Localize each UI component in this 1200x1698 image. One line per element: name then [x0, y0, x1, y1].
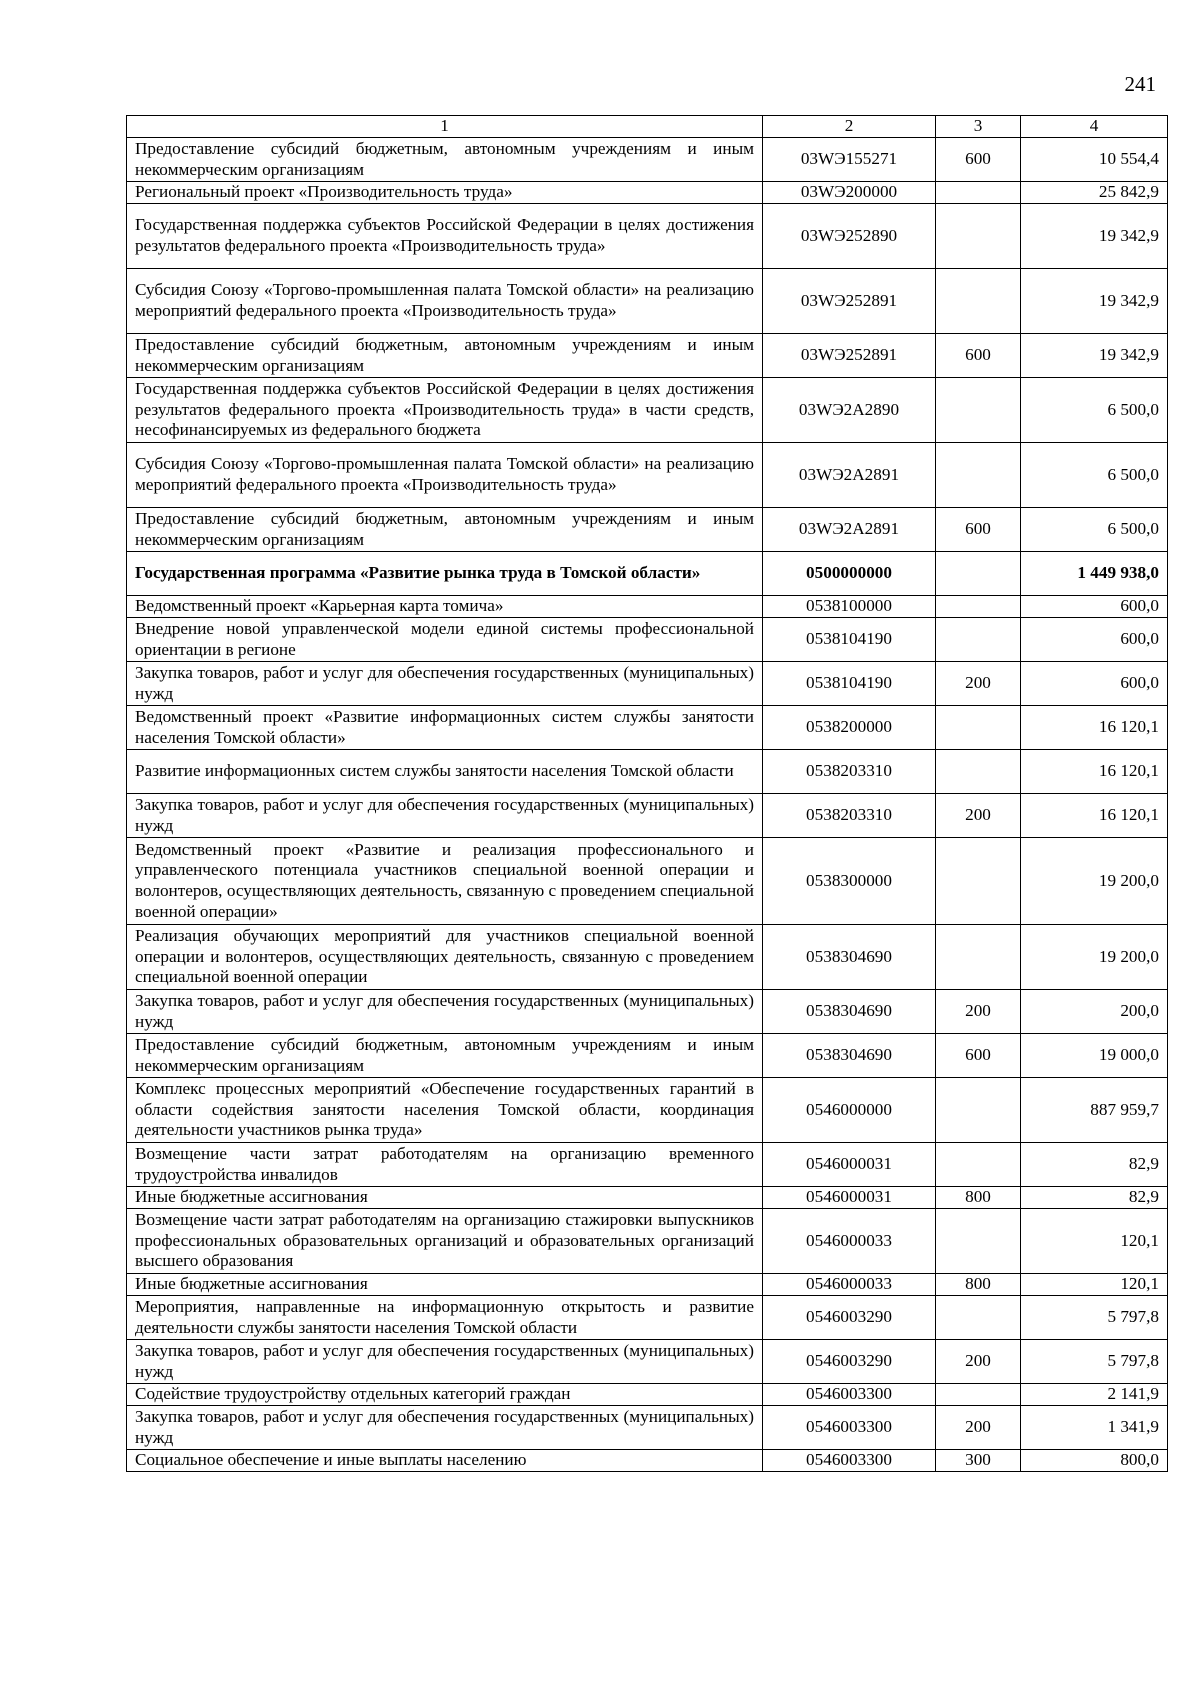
row-name-cell: Развитие информационных систем службы занятости населения Томской области	[127, 750, 763, 794]
table-row	[127, 1078, 1168, 1143]
table-row	[127, 750, 1168, 794]
row-type-cell	[936, 443, 1021, 508]
row-type-cell	[936, 1296, 1021, 1340]
row-amount-cell: 19 342,9	[1021, 334, 1168, 378]
row-type-cell	[936, 378, 1021, 443]
row-amount-cell: 600,0	[1021, 618, 1168, 662]
row-code-cell: 03WЭ252891	[763, 334, 936, 378]
row-amount-cell: 5 797,8	[1021, 1340, 1168, 1384]
row-code-cell: 0538304690	[763, 1034, 936, 1078]
row-name-cell: Возмещение части затрат работодателям на организацию стажировки выпускников профессиональных образовательных организаций и образовательных организаций высшего образования	[127, 1209, 763, 1274]
table-row	[127, 1384, 1168, 1406]
row-amount-cell: 1 449 938,0	[1021, 552, 1168, 596]
header-row	[127, 116, 1168, 138]
table-row	[127, 794, 1168, 838]
row-amount-cell: 16 120,1	[1021, 794, 1168, 838]
row-type-cell	[936, 750, 1021, 794]
table-body	[127, 138, 1168, 1472]
row-type-cell: 200	[936, 794, 1021, 838]
row-code-cell: 03WЭ2A2890	[763, 378, 936, 443]
row-name-cell: Закупка товаров, работ и услуг для обеспечения государственных (муниципальных) нужд	[127, 794, 763, 838]
row-name-cell: Закупка товаров, работ и услуг для обеспечения государственных (муниципальных) нужд	[127, 990, 763, 1034]
header-col-1: 1	[127, 116, 763, 138]
row-type-cell: 600	[936, 334, 1021, 378]
row-name-cell: Государственная поддержка субъектов Российской Федерации в целях достижения результатов федерального проекта «Производительность труда» в части средств, несофинансируемых из федерального бюджета	[127, 378, 763, 443]
table-row	[127, 1274, 1168, 1296]
row-type-cell	[936, 838, 1021, 925]
row-code-cell: 03WЭ252890	[763, 204, 936, 269]
row-amount-cell: 6 500,0	[1021, 378, 1168, 443]
row-name-cell: Региональный проект «Производительность труда»	[127, 182, 763, 204]
row-type-cell: 200	[936, 662, 1021, 706]
row-code-cell: 0500000000	[763, 552, 936, 596]
row-name-cell: Ведомственный проект «Карьерная карта томича»	[127, 596, 763, 618]
table-row	[127, 269, 1168, 334]
row-amount-cell: 2 141,9	[1021, 1384, 1168, 1406]
row-code-cell: 0538100000	[763, 596, 936, 618]
table-row	[127, 182, 1168, 204]
row-code-cell: 0538104190	[763, 662, 936, 706]
row-code-cell: 0538200000	[763, 706, 936, 750]
row-code-cell: 0538304690	[763, 990, 936, 1034]
row-name-cell: Государственная программа «Развитие рынка труда в Томской области»	[127, 552, 763, 596]
row-name-cell: Государственная поддержка субъектов Российской Федерации в целях достижения результатов федерального проекта «Производительность труда»	[127, 204, 763, 269]
row-amount-cell: 19 200,0	[1021, 838, 1168, 925]
row-type-cell	[936, 596, 1021, 618]
row-name-cell: Субсидия Союзу «Торгово-промышленная палата Томской области» на реализацию мероприятий федерального проекта «Производительность труда»	[127, 443, 763, 508]
row-name-cell: Субсидия Союзу «Торгово-промышленная палата Томской области» на реализацию мероприятий федерального проекта «Производительность труда»	[127, 269, 763, 334]
row-code-cell: 03WЭ200000	[763, 182, 936, 204]
row-name-cell: Закупка товаров, работ и услуг для обеспечения государственных (муниципальных) нужд	[127, 662, 763, 706]
row-amount-cell: 82,9	[1021, 1143, 1168, 1187]
row-amount-cell: 887 959,7	[1021, 1078, 1168, 1143]
row-code-cell: 0546000033	[763, 1209, 936, 1274]
row-code-cell: 0546000033	[763, 1274, 936, 1296]
row-amount-cell: 19 342,9	[1021, 204, 1168, 269]
row-amount-cell: 19 200,0	[1021, 925, 1168, 990]
row-code-cell: 0538304690	[763, 925, 936, 990]
row-code-cell: 0546000031	[763, 1187, 936, 1209]
row-amount-cell: 19 342,9	[1021, 269, 1168, 334]
row-type-cell	[936, 1209, 1021, 1274]
row-type-cell: 200	[936, 990, 1021, 1034]
row-code-cell: 03WЭ155271	[763, 138, 936, 182]
row-type-cell	[936, 1143, 1021, 1187]
table-row	[127, 1143, 1168, 1187]
row-amount-cell: 1 341,9	[1021, 1406, 1168, 1450]
row-type-cell	[936, 1078, 1021, 1143]
budget-table	[126, 115, 1168, 1472]
row-name-cell: Содействие трудоустройству отдельных категорий граждан	[127, 1384, 763, 1406]
row-amount-cell: 6 500,0	[1021, 508, 1168, 552]
table-row	[127, 618, 1168, 662]
table-row	[127, 1034, 1168, 1078]
row-amount-cell: 120,1	[1021, 1274, 1168, 1296]
row-name-cell: Внедрение новой управленческой модели единой системы профессиональной ориентации в регионе	[127, 618, 763, 662]
row-code-cell: 03WЭ2A2891	[763, 443, 936, 508]
row-name-cell: Предоставление субсидий бюджетным, автономным учреждениям и иным некоммерческим организациям	[127, 334, 763, 378]
header-col-4: 4	[1021, 116, 1168, 138]
row-code-cell: 0546003290	[763, 1296, 936, 1340]
row-amount-cell: 25 842,9	[1021, 182, 1168, 204]
table-row	[127, 706, 1168, 750]
row-amount-cell: 19 000,0	[1021, 1034, 1168, 1078]
row-type-cell	[936, 182, 1021, 204]
row-code-cell: 0546003300	[763, 1384, 936, 1406]
page-number: 241	[1124, 72, 1156, 96]
row-type-cell	[936, 204, 1021, 269]
header-col-2: 2	[763, 116, 936, 138]
row-code-cell: 0538104190	[763, 618, 936, 662]
table-row	[127, 1450, 1168, 1472]
row-name-cell: Ведомственный проект «Развитие информационных систем службы занятости населения Томской области»	[127, 706, 763, 750]
row-name-cell: Иные бюджетные ассигнования	[127, 1274, 763, 1296]
table-row	[127, 838, 1168, 925]
table-row	[127, 1406, 1168, 1450]
row-code-cell: 0538203310	[763, 794, 936, 838]
table-header	[127, 116, 1168, 138]
row-name-cell: Возмещение части затрат работодателям на организацию временного трудоустройства инвалидов	[127, 1143, 763, 1187]
row-type-cell: 200	[936, 1340, 1021, 1384]
row-type-cell: 600	[936, 508, 1021, 552]
row-code-cell: 03WЭ252891	[763, 269, 936, 334]
row-code-cell: 0546000031	[763, 1143, 936, 1187]
row-amount-cell: 82,9	[1021, 1187, 1168, 1209]
row-name-cell: Мероприятия, направленные на информационную открытость и развитие деятельности службы занятости населения Томской области	[127, 1296, 763, 1340]
row-name-cell: Предоставление субсидий бюджетным, автономным учреждениям и иным некоммерческим организациям	[127, 508, 763, 552]
row-type-cell	[936, 706, 1021, 750]
row-code-cell: 0538203310	[763, 750, 936, 794]
table-row	[127, 925, 1168, 990]
row-type-cell: 200	[936, 1406, 1021, 1450]
table-row	[127, 990, 1168, 1034]
row-name-cell: Закупка товаров, работ и услуг для обеспечения государственных (муниципальных) нужд	[127, 1340, 763, 1384]
row-amount-cell: 120,1	[1021, 1209, 1168, 1274]
row-type-cell	[936, 618, 1021, 662]
row-code-cell: 0546003290	[763, 1340, 936, 1384]
header-col-3: 3	[936, 116, 1021, 138]
table-row	[127, 138, 1168, 182]
row-name-cell: Иные бюджетные ассигнования	[127, 1187, 763, 1209]
row-type-cell	[936, 269, 1021, 334]
row-type-cell	[936, 1384, 1021, 1406]
row-name-cell: Предоставление субсидий бюджетным, автономным учреждениям и иным некоммерческим организациям	[127, 138, 763, 182]
row-amount-cell: 16 120,1	[1021, 750, 1168, 794]
table-row	[127, 378, 1168, 443]
row-amount-cell: 10 554,4	[1021, 138, 1168, 182]
row-type-cell: 800	[936, 1187, 1021, 1209]
row-code-cell: 0546003300	[763, 1406, 936, 1450]
row-code-cell: 03WЭ2A2891	[763, 508, 936, 552]
table-row	[127, 443, 1168, 508]
row-type-cell	[936, 925, 1021, 990]
row-amount-cell: 6 500,0	[1021, 443, 1168, 508]
table-row	[127, 508, 1168, 552]
row-amount-cell: 5 797,8	[1021, 1296, 1168, 1340]
table-row	[127, 596, 1168, 618]
row-name-cell: Ведомственный проект «Развитие и реализация профессионального и управленческого потенциала участников специальной военной операции и волонтеров, осуществляющих деятельность, связанную с проведением специальной военной операции»	[127, 838, 763, 925]
row-type-cell	[936, 552, 1021, 596]
row-code-cell: 0546003300	[763, 1450, 936, 1472]
row-amount-cell: 600,0	[1021, 596, 1168, 618]
row-name-cell: Социальное обеспечение и иные выплаты населению	[127, 1450, 763, 1472]
row-code-cell: 0538300000	[763, 838, 936, 925]
row-amount-cell: 800,0	[1021, 1450, 1168, 1472]
row-type-cell: 600	[936, 138, 1021, 182]
table-row	[127, 1340, 1168, 1384]
table-row	[127, 334, 1168, 378]
row-name-cell: Реализация обучающих мероприятий для участников специальной военной операции и волонтеров, осуществляющих деятельность, связанную с проведением специальной военной операции	[127, 925, 763, 990]
table-row	[127, 204, 1168, 269]
row-name-cell: Комплекс процессных мероприятий «Обеспечение государственных гарантий в области содействия занятости населения Томской области, координация деятельности участников рынка труда»	[127, 1078, 763, 1143]
row-type-cell: 800	[936, 1274, 1021, 1296]
row-type-cell: 300	[936, 1450, 1021, 1472]
row-type-cell: 600	[936, 1034, 1021, 1078]
row-amount-cell: 16 120,1	[1021, 706, 1168, 750]
row-code-cell: 0546000000	[763, 1078, 936, 1143]
row-amount-cell: 600,0	[1021, 662, 1168, 706]
table-row	[127, 1209, 1168, 1274]
table-row	[127, 1187, 1168, 1209]
table-row	[127, 552, 1168, 596]
row-name-cell: Предоставление субсидий бюджетным, автономным учреждениям и иным некоммерческим организациям	[127, 1034, 763, 1078]
row-name-cell: Закупка товаров, работ и услуг для обеспечения государственных (муниципальных) нужд	[127, 1406, 763, 1450]
table-row	[127, 662, 1168, 706]
row-amount-cell: 200,0	[1021, 990, 1168, 1034]
table-row	[127, 1296, 1168, 1340]
